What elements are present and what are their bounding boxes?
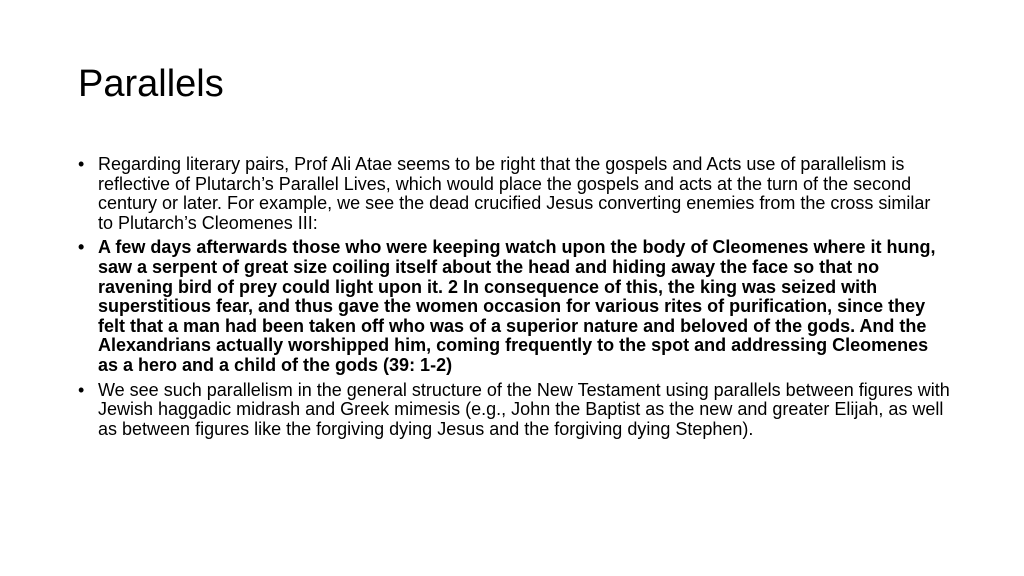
bullet-icon: • bbox=[78, 154, 85, 174]
bullet-text: Regarding literary pairs, Prof Ali Atae seems to be right that the gospels and Acts use of parallelism is reflective of Plutarch’s Parallel Lives, which would place the gospels and acts at the turn of the second century or later. For example, we see the dead crucified Jesus converting enemies from the cross similar to Plutarch’s Cleomenes III: bbox=[98, 154, 931, 233]
bullet-icon: • bbox=[78, 379, 85, 400]
bullet-item-literary-pairs bbox=[78, 155, 950, 233]
bullet-item-new-testament bbox=[78, 381, 950, 440]
bullet-text: A few days afterwards those who were keeping watch upon the body of Cleomenes where it hung, saw a serpent of great size coiling itself about the head and hiding away the face so that no ravening bird of prey could light upon it. 2 In consequence of this, the king was seized with superstitious fear, and thus gave the women occasion for various rites of purification, since they felt that a man had been taken off who was of a superior nature and beloved of the gods. And the Alexandrians actually worshipped him, coming frequently to the spot and addressing Cleomenes as a hero and a child of the gods (39: 1-2) bbox=[98, 237, 936, 375]
bullet-icon: • bbox=[78, 237, 85, 258]
slide-title: Parallels bbox=[78, 63, 224, 105]
bullet-text: We see such parallelism in the general structure of the New Testament using parallels between figures with Jewish haggadic midrash and Greek mimesis (e.g., John the Baptist as the new and greater Elijah, as well as between figures like the forgiving dying Jesus and the forgiving dying Stephen). bbox=[98, 379, 950, 439]
slide-content bbox=[78, 155, 950, 444]
bullet-item-cleomenes-quote bbox=[78, 238, 950, 375]
